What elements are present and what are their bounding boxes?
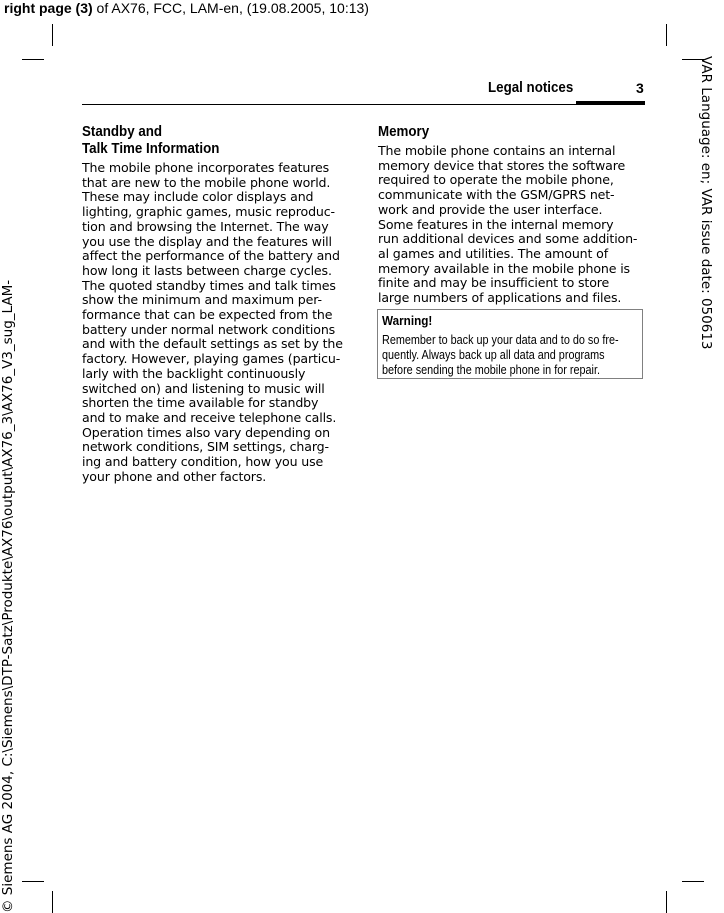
text-line: The mobile phone incorporates features [82,160,330,175]
heading-line: Talk Time Information [82,141,220,157]
text-line: al games and utilities. The amount of [378,245,608,261]
text-line: required to operate the mobile phone, [378,172,614,188]
section-heading-standby [82,124,332,158]
page-number: 3 [636,80,644,96]
crop-mark-top-right-v [666,24,667,46]
text-line: you use the display and the features will [82,233,332,249]
warning-text-line: quently. Always back up all data and programs [382,348,605,362]
header-rule [82,104,645,105]
text-line: memory available in the mobile phone is [378,260,630,276]
warning-title: Warning! [382,313,433,328]
text-line: finite and may be insufficient to store [378,275,610,291]
warning-box [377,309,643,379]
text-line: and to make and receive telephone calls. [82,409,337,425]
header-rule-accent [576,101,645,105]
section-memory [378,124,646,306]
text-line: The mobile phone contains an internal [378,143,616,158]
text-line: network conditions, SIM settings, charg- [82,439,329,455]
text-line: factory. However, playing games (particu- [82,351,341,367]
text-line: your phone and other factors. [82,468,267,484]
text-line: lighting, graphic games, music reproduc- [82,204,335,220]
body-text-standby [82,161,354,484]
text-line: battery under normal network conditions [82,321,336,337]
text-line: Operation times also vary depending on [82,424,330,440]
crop-mark-bottom-left-h [22,881,44,882]
text-line: tion and browsing the Internet. The way [82,218,329,234]
crop-mark-bottom-right-h [682,881,704,882]
text-line: how long it lasts between charge cycles. [82,262,332,278]
section-heading-memory: Memory [378,124,430,140]
crop-mark-top-left-v [52,24,53,46]
page-title: Legal notices [488,80,574,96]
text-line: The quoted standby times and talk times [82,277,336,293]
text-line: Some features in the internal memory [378,216,614,232]
crop-mark-top-left-h [22,59,44,60]
text-line: run additional devices and some addition- [378,231,638,247]
side-text-var-info: VAR Language: en; VAR issue date: 050613 [698,56,714,350]
text-line: affect the performance of the battery and [82,248,340,264]
text-line: larly with the backlight continuously [82,365,306,381]
crop-mark-bottom-right-v [666,891,667,913]
text-line: shorten the time available for standby [82,395,319,411]
warning-text-line: before sending the mobile phone in for repair. [382,363,600,377]
print-job-details: of AX76, FCC, LAM-en, (19.08.2005, 10:13) [92,0,369,16]
crop-mark-bottom-left-v [52,891,53,913]
heading-line: Standby and [82,124,163,140]
text-line: work and provide the user interface. [378,201,603,217]
print-job-info [4,0,369,16]
text-line: that are new to the mobile phone world. [82,174,331,190]
text-line: ing and battery condition, how you use [82,454,324,470]
text-line: communicate with the GSM/GPRS net- [378,187,615,203]
text-line: and with the default settings as set by the [82,336,343,352]
text-line: formance that can be expected from the [82,307,333,323]
section-standby-talk-time [82,124,354,484]
text-line: These may include color displays and [82,189,314,205]
text-line: show the minimum and maximum per- [82,292,322,308]
text-line: switched on) and listening to music will [82,380,325,396]
print-job-page-label: right page (3) [4,0,93,16]
body-text-memory [378,144,646,306]
side-text-copyright-path: © Siemens AG 2004, C:\Siemens\DTP-Satz\Produkte\AX76\output\AX76_3\AX76_V3_sug_LAM- [0,279,16,913]
warning-text-line: Remember to back up your data and to do so fre- [382,333,619,347]
text-line: large numbers of applications and files. [378,290,622,306]
text-line: memory device that stores the software [378,157,626,173]
